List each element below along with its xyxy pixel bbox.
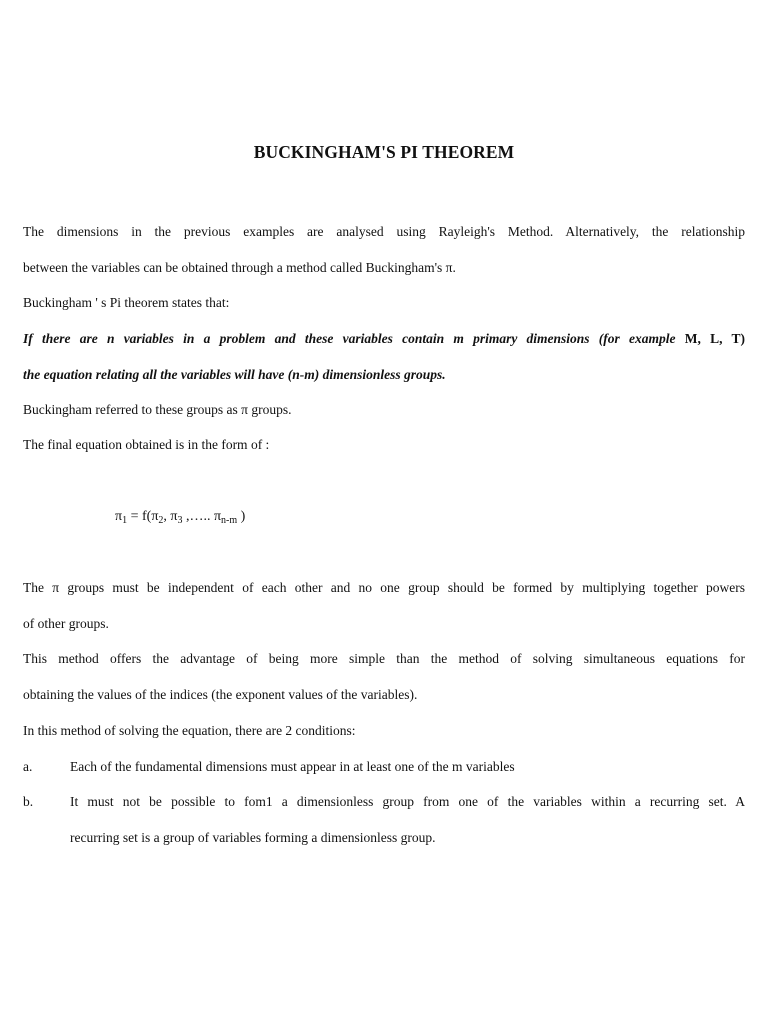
independence-line-1: The π groups must be independent of each other and no one group should be formed by multiplying together powers [23,580,745,595]
paragraph-intro-line-2: between the variables can be obtained through a method called Buckingham's π. [23,260,456,275]
equation-pin-symbol: π [213,509,222,524]
equation-pin-subscript: n-m [221,515,238,526]
equation-separator-1: , [163,509,171,524]
equation-equals-f: = f( [127,509,152,524]
equation-lhs-symbol: π [115,509,123,524]
equation-pi2-subscript: 2 [158,515,164,526]
advantage-line-1: This method offers the advantage of being more simple than the method of solving simultaneous equations for [23,651,745,666]
condition-text-line-2: recurring set is a group of variables forming a dimensionless group. [70,830,436,845]
theorem-line-1-italic: If there are n variables in a problem and these variables contain m primary dimensions (for example [23,331,676,346]
condition-marker: a. [23,759,33,774]
independence-line-2: of other groups. [23,616,109,631]
equation-pi3-symbol: π [170,509,178,524]
theorem-line-1-dimensions: M, L, T) [675,331,745,346]
page-title: BUCKINGHAM'S PI THEOREM [253,142,515,162]
conditions-intro: In this method of solving the equation, there are 2 conditions: [23,723,356,738]
advantage-line-2: obtaining the values of the indices (the exponent values of the variables). [23,687,418,702]
pi-equation [115,507,245,531]
equation-lhs-subscript: 1 [122,515,128,526]
equation-separator-2: ,….. [182,509,214,524]
condition-text-line-1: Each of the fundamental dimensions must appear in at least one of the m variables [70,759,515,774]
groups-note: Buckingham referred to these groups as π groups. [23,402,292,417]
theorem-line-1 [23,329,745,349]
equation-pi2-symbol: π [151,509,159,524]
final-equation-intro: The final equation obtained is in the form of : [23,437,270,452]
equation-close: ) [237,509,246,524]
condition-text-line-1: It must not be possible to fom1 a dimensionless group from one of the variables within a recurring set. A [70,794,745,809]
equation-pi3-subscript: 3 [177,515,183,526]
theorem-statement-intro: Buckingham ' s Pi theorem states that: [23,295,230,310]
condition-marker: b. [23,794,34,809]
theorem-line-2: the equation relating all the variables will have (n-m) dimensionless groups. [23,367,446,382]
paragraph-intro-line-1: The dimensions in the previous examples are analysed using Rayleigh's Method. Alternatively, the relationship [23,224,745,239]
